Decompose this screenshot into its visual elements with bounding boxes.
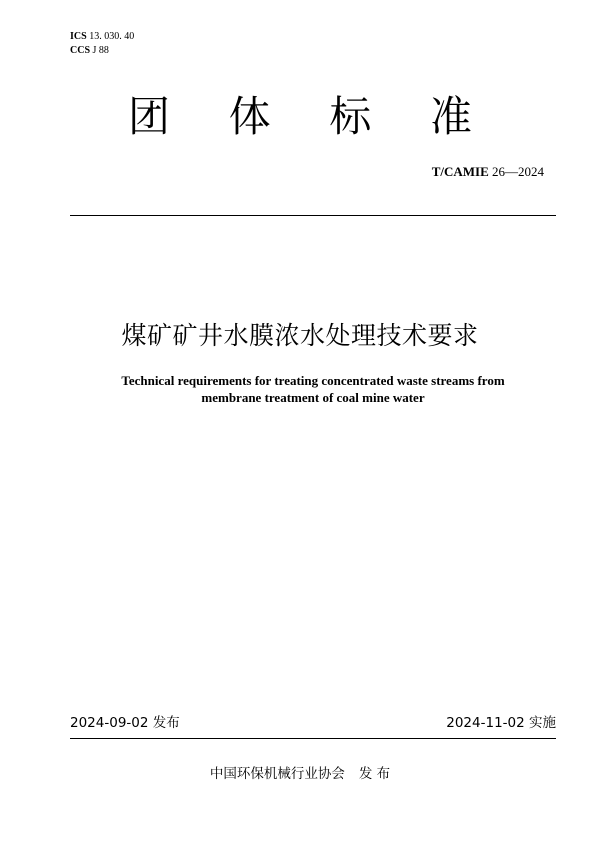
- ics-code: [70, 30, 134, 44]
- issue-date: 2024-09-02 发布: [70, 715, 180, 731]
- classification-codes: [70, 30, 134, 58]
- standard-type-char-1: 团: [128, 92, 171, 141]
- standard-prefix: T/CAMIE: [431, 164, 489, 179]
- standard-type-char-4: 准: [429, 92, 472, 141]
- standard-type-heading: [70, 86, 530, 142]
- ccs-label: CCS: [70, 45, 91, 56]
- standard-number-value: 26—2024: [492, 164, 544, 179]
- top-divider: [70, 215, 556, 216]
- standard-type-char-2: 体: [228, 92, 271, 141]
- publisher-line: [0, 762, 600, 782]
- ics-label: ICS: [70, 31, 87, 42]
- publisher-action: 发 布: [358, 766, 391, 782]
- ics-value: 13. 030. 40: [89, 31, 135, 42]
- ccs-value: J 88: [92, 45, 109, 56]
- english-title-line-2: membrane treatment of coal mine water: [201, 390, 425, 405]
- publisher-name: 中国环保机械行业协会: [209, 766, 345, 782]
- standard-number: [432, 164, 544, 180]
- bottom-divider: [70, 738, 556, 739]
- standard-type-char-3: 标: [329, 92, 372, 141]
- ccs-code: [70, 44, 134, 58]
- implementation-date: 2024-11-02 实施: [446, 715, 556, 731]
- english-title-line-1: Technical requirements for treating concentrated waste streams from: [121, 373, 505, 388]
- chinese-title: 煤矿矿井水膜浓水处理技术要求: [121, 321, 479, 350]
- english-title: [70, 372, 556, 406]
